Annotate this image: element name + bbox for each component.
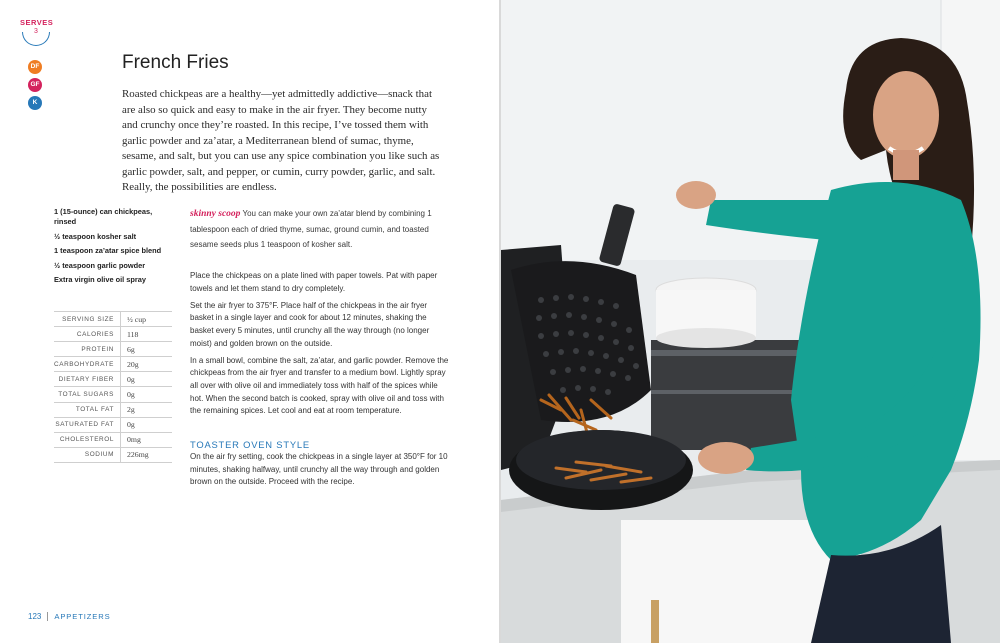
page-footer <box>28 612 111 621</box>
nutrition-label: SERVING SIZE <box>54 312 121 327</box>
ingredients-list <box>54 207 174 290</box>
nutrition-value: ½ cup <box>121 312 173 327</box>
nutrition-row <box>54 387 172 402</box>
gluten-free-badge: GF <box>28 78 42 92</box>
photo-page <box>501 0 1000 643</box>
ingredient-item: ½ teaspoon garlic powder <box>54 260 146 270</box>
nutrition-row <box>54 312 172 327</box>
skinny-scoop <box>190 206 452 252</box>
air-fryer-photo <box>501 0 1000 643</box>
nutrition-label: CHOLESTEROL <box>54 432 121 447</box>
directions <box>190 270 450 422</box>
skinny-scoop-label: skinny scoop <box>190 209 241 219</box>
nutrition-value: 6g <box>121 342 173 357</box>
nutrition-value: 0g <box>121 372 173 387</box>
nutrition-label: SODIUM <box>54 447 121 462</box>
dairy-free-badge: DF <box>28 60 42 74</box>
serves-arc <box>22 32 50 46</box>
nutrition-value: 0g <box>121 417 173 432</box>
nutrition-row <box>54 327 172 342</box>
nutrition-row <box>54 357 172 372</box>
nutrition-label: CARBOHYDRATE <box>54 357 121 372</box>
nutrition-value: 118 <box>121 327 173 342</box>
toaster-oven-text: On the air fry setting, cook the chickpeas in a single layer at 350°F for 10 minutes, shaking halfway, until crunchy all the way through and golden brown on the outside. Proceed with the recipe. <box>190 452 448 487</box>
nutrition-label: CALORIES <box>54 327 121 342</box>
nutrition-row <box>54 372 172 387</box>
toaster-oven-heading: TOASTER OVEN STYLE <box>190 439 310 450</box>
nutrition-value: 0g <box>121 387 173 402</box>
serves-number: 3 <box>34 28 38 35</box>
nutrition-row <box>54 447 172 462</box>
nutrition-label: PROTEIN <box>54 342 121 357</box>
serves-label: SERVES <box>20 18 54 27</box>
nutrition-label: TOTAL FAT <box>54 402 121 417</box>
recipe-intro: Roasted chickpeas are a healthy—yet admittedly addictive—snack that are also so quick and easy to make in the air fryer. They become nutty and crunchy once they’re roasted. In this recipe, I’ve tossed them with garlic powder and za’atar, a Mediterranean blend of sumac, thyme, sesame, and salt, but you can use any spice combination you like such as garlic powder, salt, and pepper, or cumin, curry powder, garlic, and salt. Really, the possibilities are endless. <box>122 88 440 193</box>
nutrition-label: DIETARY FIBER <box>54 372 121 387</box>
ingredient-item: ½ teaspoon kosher salt <box>54 231 137 241</box>
ingredient-item: Extra virgin olive oil spray <box>54 275 147 285</box>
nutrition-row <box>54 417 172 432</box>
ingredient-item: 1 (15-ounce) can chickpeas, rinsed <box>54 207 153 226</box>
section-name: APPETIZERS <box>54 612 111 621</box>
kid-friendly-badge: K <box>28 96 42 110</box>
nutrition-row <box>54 402 172 417</box>
nutrition-label: SATURATED FAT <box>54 417 121 432</box>
nutrition-row <box>54 342 172 357</box>
page-number: 123 <box>28 612 48 621</box>
nutrition-value: 0mg <box>121 432 173 447</box>
recipe-title: French Fries <box>122 52 229 73</box>
ingredient-item: 1 teaspoon za’atar spice blend <box>54 246 162 256</box>
direction-step: Set the air fryer to 375°F. Place half of the chickpeas in the air fryer basket in a single layer and cook for about 12 minutes, shaking the basket every 5 minutes, until crunchy all the way through (no longer moist) and golden brown on the outside. <box>190 300 430 348</box>
nutrition-row <box>54 432 172 447</box>
nutrition-label: TOTAL SUGARS <box>54 387 121 402</box>
serves-badge <box>20 18 52 35</box>
nutrition-value: 2g <box>121 402 173 417</box>
direction-step: Place the chickpeas on a plate lined with paper towels. Pat with paper towels and let them stand to dry completely. <box>190 271 438 293</box>
nutrition-value: 226mg <box>121 447 173 462</box>
direction-step: In a small bowl, combine the salt, za’atar, and garlic powder. Remove the chickpeas from the air fryer and transfer to a medium bowl. Lightly spray all over with olive oil and immediately toss with half of the spices while hot. When the second batch is cooked, spray with olive oil and toss with the remaining spices. Let cool and eat at room temperature. <box>190 355 449 416</box>
skinny-scoop-text: You can make your own za’atar blend by combining 1 tablespoon each of dried thyme, sumac, ground cumin, and toasted sesame seeds plus 1 teaspoon of kosher salt. <box>190 209 432 249</box>
nutrition-table <box>54 311 172 463</box>
nutrition-value: 20g <box>121 357 173 372</box>
